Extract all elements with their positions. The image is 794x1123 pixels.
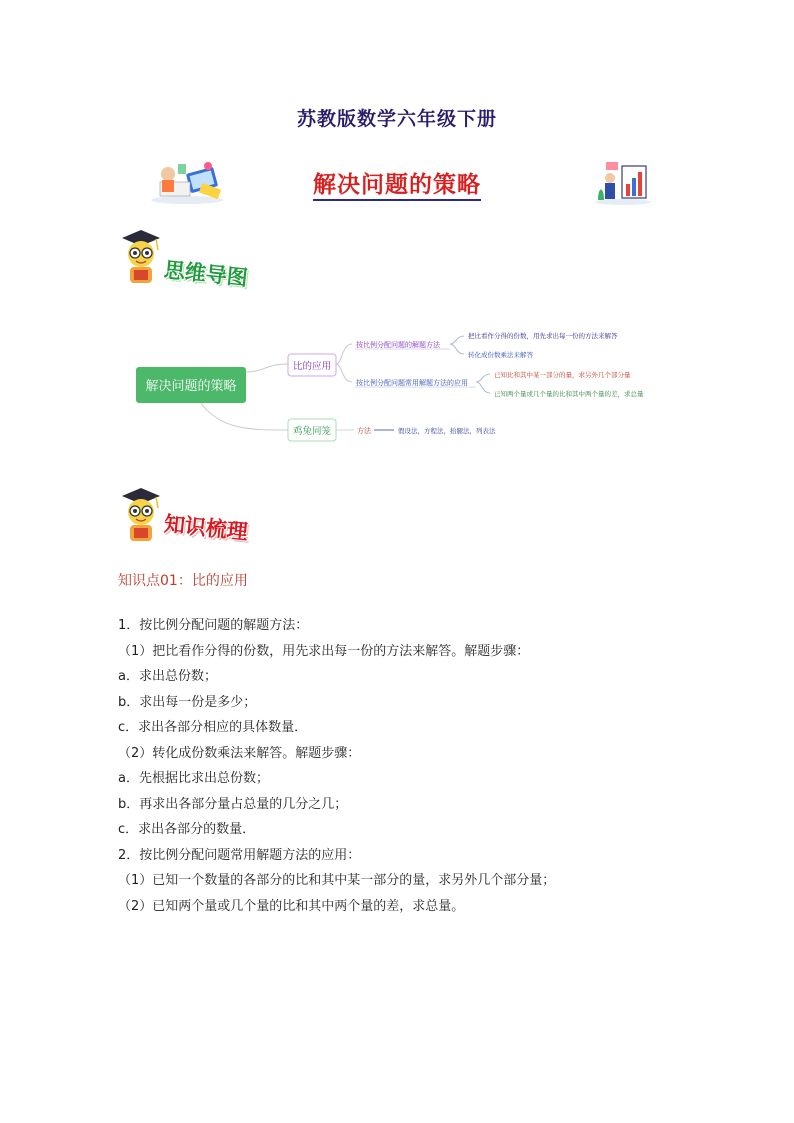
mindmap-badge-label: 思维导图 (162, 256, 250, 291)
branch1-sub1-leaf1: 把比看作分得的份数，用先求出每一份的方法来解答 (468, 332, 618, 340)
knowledge-point-title: 知识点01：比的应用 (118, 573, 248, 589)
branch1-sub2-label: 按比例分配问题常用解题方法的应用 (356, 379, 468, 387)
content-line: a．先根据比求出总份数； (118, 771, 269, 786)
page-title: 苏教版数学六年级下册 (296, 108, 497, 130)
connector-root-branch2 (200, 402, 288, 430)
connector-sub1-leaf2 (450, 344, 464, 354)
knowledge-content (118, 618, 678, 924)
knowledge-badge (118, 488, 278, 558)
content-line: 1．按比例分配问题的解题方法： (118, 618, 309, 633)
connector-branch1-sub2 (336, 364, 352, 382)
branch1-label: 比的应用 (292, 361, 332, 372)
branch2-sub1-label: 方法 (357, 427, 371, 435)
chart-illustration-right (592, 156, 654, 206)
content-line: （2）已知两个量或几个量的比和其中两个量的差，求总量。 (118, 898, 465, 914)
subtitle-text: 解决问题的策略 (313, 171, 481, 201)
branch1-sub2-leaf2: 已知两个量或几个量的比和其中两个量的差，求总量 (494, 390, 644, 398)
mind-map (130, 322, 690, 447)
branch1-sub1-leaf2: 转化成份数乘法来解答 (468, 351, 533, 359)
connector-sub2-leaf1 (476, 374, 490, 382)
doctor-mascot-icon (118, 488, 164, 546)
root-node-label: 解决问题的策略 (145, 379, 237, 394)
content-line: a．求出总份数； (118, 669, 217, 684)
document-subtitle (0, 166, 794, 199)
knowledge-badge-label: 知识梳理 (162, 510, 250, 545)
branch2-sub1-leaf: 假设法，方程法，抬腿法，列表法 (398, 427, 496, 435)
branch1-sub1-label: 按比例分配问题的解题方法 (356, 341, 440, 349)
content-line: 2．按比例分配问题常用解题方法的应用： (118, 847, 361, 863)
mindmap-badge (118, 230, 278, 300)
doctor-mascot-icon (118, 230, 164, 288)
branch2-label: 鸡兔同笼 (292, 426, 332, 437)
connector-root-branch1 (245, 364, 288, 372)
content-line: （1）把比看作分得的份数，用先求出每一份的方法来解答。解题步骤： (118, 643, 530, 659)
branch1-sub2-leaf1: 已知比和其中某一部分的量，求另外几个部分量 (494, 371, 631, 379)
content-line: c．求出各部分的数量． (118, 822, 256, 837)
connector-sub1-leaf1 (450, 336, 464, 344)
content-line: b．再求出各部分量占总量的几分之几； (118, 796, 348, 812)
content-line: （2）转化成份数乘法来解答。解题步骤： (118, 745, 361, 761)
content-line: c．求出各部分相应的具体数量． (118, 720, 308, 735)
content-line: （1）已知一个数量的各部分的比和其中某一部分的量，求另外几个部分量； (118, 873, 556, 888)
connector-branch1-sub1 (336, 344, 352, 364)
connector-sub2-leaf2 (476, 382, 490, 393)
content-line: b．求出每一份是多少； (118, 694, 257, 710)
